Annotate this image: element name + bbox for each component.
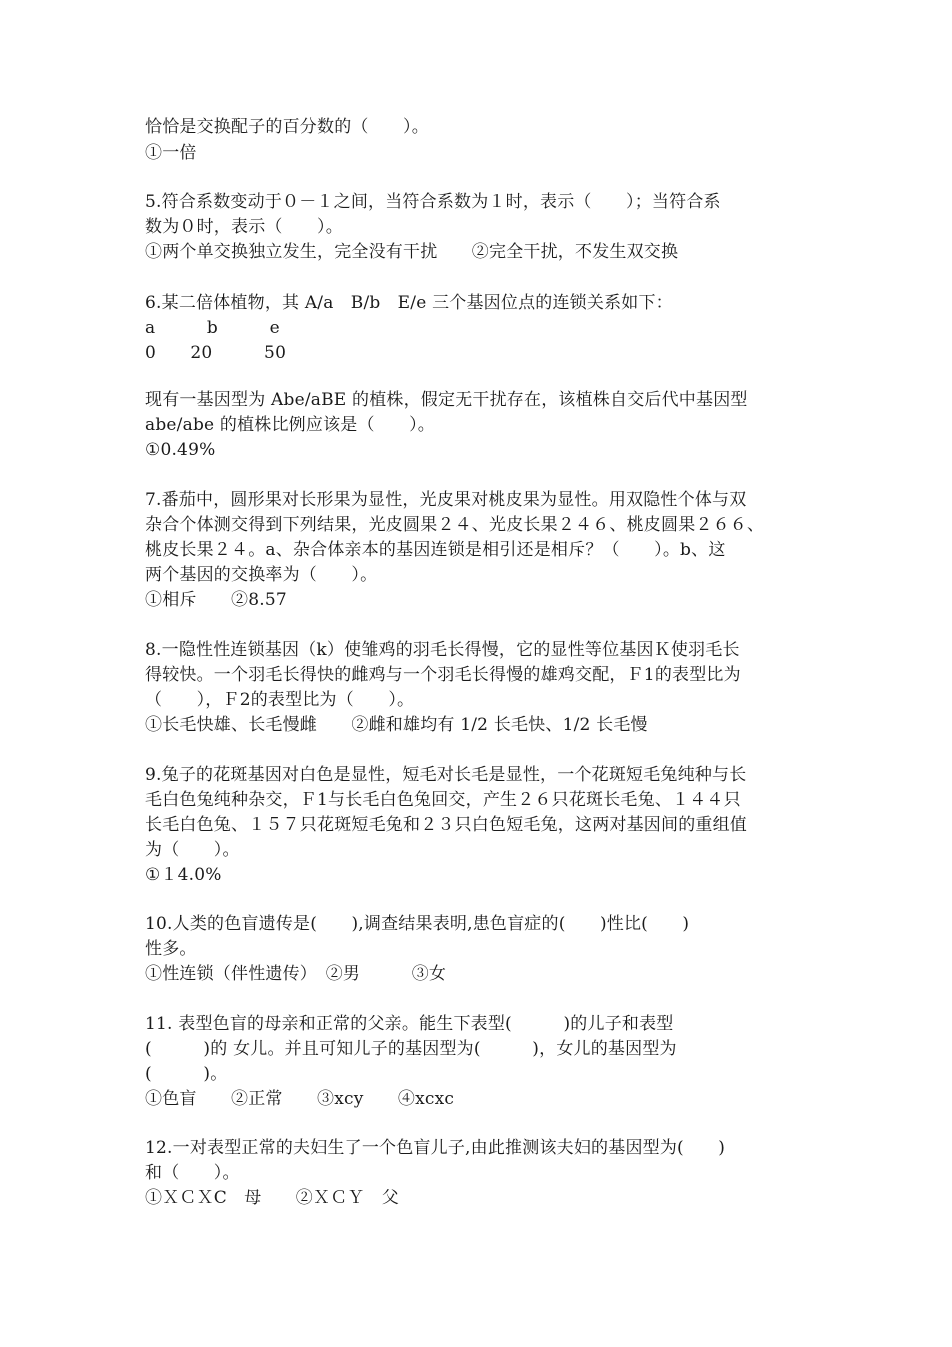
q7-answer: ①相斥 ②8.57 bbox=[145, 590, 287, 610]
q10-answer: ①性连锁（伴性遗传） ②男 ③女 bbox=[145, 964, 447, 984]
q9-text-line-1: 9.兔子的花斑基因对白色是显性，短毛对长毛是显性，一个花斑短毛兔纯种与长 bbox=[145, 765, 747, 785]
q7-text-line-4: 两个基因的交换率为（ ）。 bbox=[145, 565, 378, 585]
q7-text-line-2: 杂合个体测交得到下列结果，光皮圆果２４、光皮长果２４６、桃皮圆果２６６、 bbox=[145, 515, 765, 535]
q10-text-line-2: 性多。 bbox=[145, 939, 197, 959]
q12-answer: ①ＸＣＸC 母 ②ＸＣＹ 父 bbox=[145, 1188, 400, 1208]
q11-text-line-2: ( )的 女儿。并且可知儿子的基因型为( )，女儿的基因型为 bbox=[145, 1039, 677, 1059]
q6-gene-positions: 0 20 50 bbox=[145, 343, 287, 363]
q9-text-line-2: 毛白色兔纯种杂交，Ｆ1与长毛白色兔回交，产生２６只花斑长毛兔、１４４只 bbox=[145, 790, 741, 810]
q11-text-line-1: 11. 表型色盲的母亲和正常的父亲。能生下表型( )的儿子和表型 bbox=[145, 1014, 674, 1034]
q6-text-line-1: 6.某二倍体植物，其 A/a B/b E/e 三个基因位点的连锁关系如下： bbox=[145, 293, 673, 313]
q9-text-line-3: 长毛白色兔、１５７只花斑短毛兔和２３只白色短毛兔，这两对基因间的重组值 bbox=[145, 815, 747, 835]
q7-text-line-3: 桃皮长果２４。a、杂合体亲本的基因连锁是相引还是相斥？（ ）。b、这 bbox=[145, 540, 726, 560]
q6-answer: ①0.49% bbox=[145, 440, 216, 460]
q11-answer: ①色盲 ②正常 ③xcy ④xcxc bbox=[145, 1089, 455, 1109]
q5-text-line-1: 5.符合系数变动于０－１之间，当符合系数为１时，表示（ ）；当符合系 bbox=[145, 192, 721, 212]
q8-text-line-1: 8.一隐性性连锁基因（k）使雏鸡的羽毛长得慢，它的显性等位基因Ｋ使羽毛长 bbox=[145, 640, 740, 660]
q5-answer: ①两个单交换独立发生，完全没有干扰 ②完全干扰，不发生双交换 bbox=[145, 242, 679, 262]
q6-gene-labels: a b e bbox=[145, 318, 280, 338]
q6-text-line-3: abe/abe 的植株比例应该是（ ）。 bbox=[145, 415, 435, 435]
q12-text-line-1: 12.一对表型正常的夫妇生了一个色盲儿子,由此推测该夫妇的基因型为( ) bbox=[145, 1138, 726, 1158]
q7-text-line-1: 7.番茄中，圆形果对长形果为显性，光皮果对桃皮果为显性。用双隐性个体与双 bbox=[145, 490, 747, 510]
q6-text-line-2: 现有一基因型为 Abe/aBE 的植株，假定无干扰存在，该植株自交后代中基因型 bbox=[145, 390, 748, 410]
q10-text-line-1: 10.人类的色盲遗传是( ),调查结果表明,患色盲症的( )性比( ) bbox=[145, 914, 690, 934]
q8-text-line-2: 得较快。一个羽毛长得快的雌鸡与一个羽毛长得慢的雄鸡交配，Ｆ1的表型比为 bbox=[145, 665, 741, 685]
q8-answer: ①长毛快雄、长毛慢雌 ②雌和雄均有 1/2 长毛快、1/2 长毛慢 bbox=[145, 715, 648, 735]
q12-text-line-2: 和（ ）。 bbox=[145, 1163, 240, 1183]
q5-text-line-2: 数为０时，表示（ ）。 bbox=[145, 217, 343, 237]
q4-answer: ①一倍 bbox=[145, 143, 197, 163]
q4-text-line: 恰恰是交换配子的百分数的（ ）。 bbox=[145, 117, 429, 137]
q9-answer: ①１4.0% bbox=[145, 865, 222, 885]
q11-text-line-3: ( )。 bbox=[145, 1064, 228, 1084]
q9-text-line-4: 为（ ）。 bbox=[145, 840, 240, 860]
q8-text-line-3: （ ），Ｆ2的表型比为（ ）。 bbox=[145, 690, 415, 710]
